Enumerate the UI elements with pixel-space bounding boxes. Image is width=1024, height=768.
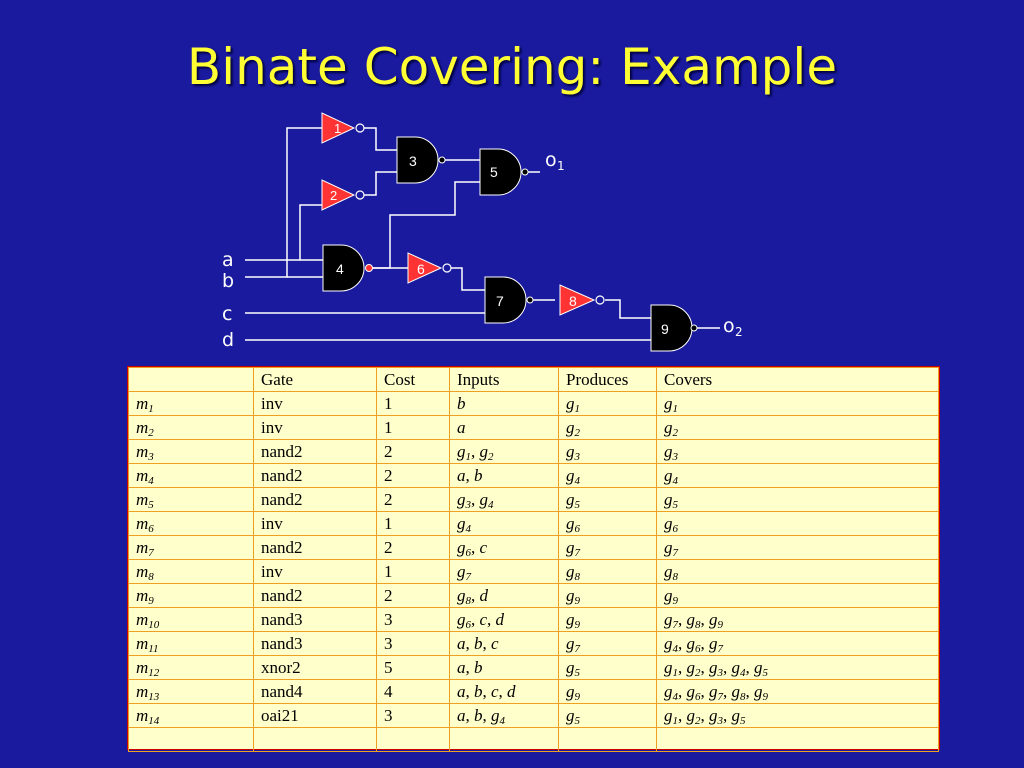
match-id-cell: $m_7$ (129, 536, 254, 560)
gate-6-label: 6 (417, 261, 425, 277)
gate-1-label: 1 (334, 121, 342, 136)
covers-cell: $g_3$ (657, 440, 939, 464)
table-row (129, 584, 939, 608)
gate-8-label: 8 (569, 293, 577, 309)
table-row (129, 680, 939, 704)
covers-cell: $g_5$ (657, 488, 939, 512)
table-row (129, 536, 939, 560)
produces-cell: $g_4$ (559, 464, 657, 488)
cost-cell: 2 (377, 584, 450, 608)
circuit-diagram (0, 0, 1024, 366)
cost-cell: 1 (377, 512, 450, 536)
gate-2-label: 2 (330, 188, 338, 203)
header-cell: Cost (377, 368, 450, 392)
cost-cell: 3 (377, 704, 450, 728)
match-id-cell: $m_{12}$ (129, 656, 254, 680)
cost-cell: 3 (377, 608, 450, 632)
gate-cell: nand4 (254, 680, 377, 704)
produces-cell: $g_6$ (559, 512, 657, 536)
gate-cell: inv (254, 560, 377, 584)
header-cell (129, 368, 254, 392)
produces-cell: $g_3$ (559, 440, 657, 464)
inputs-cell: $g_8$, d (450, 584, 559, 608)
covers-cell: $g_7$ (657, 536, 939, 560)
inputs-cell: a, b, c (450, 632, 559, 656)
output-o2-subscript: 2 (735, 325, 743, 339)
gate-9-nand (651, 305, 697, 351)
inputs-cell: $g_1$, $g_2$ (450, 440, 559, 464)
header-cell: Covers (657, 368, 939, 392)
match-id-cell: $m_4$ (129, 464, 254, 488)
gate-cell: xnor2 (254, 656, 377, 680)
inputs-cell: a, b, c, d (450, 680, 559, 704)
gate-1-inverter (322, 113, 364, 143)
cost-cell: 2 (377, 464, 450, 488)
table-row (129, 512, 939, 536)
input-a-label: a (222, 249, 234, 271)
covers-cell: $g_1$ (657, 392, 939, 416)
gate-cell: nand2 (254, 488, 377, 512)
header-cell: Produces (559, 368, 657, 392)
gate-6-inverter (408, 253, 451, 283)
cost-cell: 2 (377, 488, 450, 512)
produces-cell: $g_9$ (559, 584, 657, 608)
cost-cell: 5 (377, 656, 450, 680)
inputs-cell: $g_6$, c (450, 536, 559, 560)
inputs-cell: $g_7$ (450, 560, 559, 584)
match-id-cell: $m_9$ (129, 584, 254, 608)
table-row (129, 560, 939, 584)
gate-cell: oai21 (254, 704, 377, 728)
gate-cell: nand3 (254, 632, 377, 656)
gate-cell: nand3 (254, 608, 377, 632)
produces-cell: $g_9$ (559, 680, 657, 704)
gate-5-nand (480, 149, 528, 195)
covers-cell: $g_4$, $g_6$, $g_7$ (657, 632, 939, 656)
table-body (129, 392, 939, 752)
binate-covering-table (127, 366, 940, 750)
table-row (129, 656, 939, 680)
match-id-cell: $m_3$ (129, 440, 254, 464)
covers-cell: $g_1$, $g_2$, $g_3$, $g_5$ (657, 704, 939, 728)
table-header-row (129, 368, 939, 392)
cost-cell: 1 (377, 392, 450, 416)
produces-cell: $g_5$ (559, 704, 657, 728)
gate-cell: inv (254, 512, 377, 536)
produces-cell: $g_2$ (559, 416, 657, 440)
gate-4-nand (323, 245, 373, 291)
produces-cell: $g_9$ (559, 608, 657, 632)
match-id-cell: $m_{10}$ (129, 608, 254, 632)
gate-8-inverter (560, 285, 604, 315)
header-cell: Inputs (450, 368, 559, 392)
inputs-cell: $g_6$, c, d (450, 608, 559, 632)
cost-cell: 1 (377, 560, 450, 584)
produces-cell: $g_1$ (559, 392, 657, 416)
gate-3-nand (397, 137, 445, 183)
produces-cell: $g_5$ (559, 656, 657, 680)
gate-7-label: 7 (496, 293, 504, 309)
output-o2-label: o (723, 315, 735, 337)
empty-cell (450, 728, 559, 752)
inputs-cell: $g_3$, $g_4$ (450, 488, 559, 512)
produces-cell: $g_8$ (559, 560, 657, 584)
inputs-cell: a (450, 416, 559, 440)
header-cell: Gate (254, 368, 377, 392)
cost-cell: 3 (377, 632, 450, 656)
empty-cell (377, 728, 450, 752)
table-row (129, 488, 939, 512)
input-d-label: d (222, 329, 235, 351)
match-id-cell: $m_2$ (129, 416, 254, 440)
table-row (129, 632, 939, 656)
gate-cell: inv (254, 392, 377, 416)
cost-cell: 2 (377, 440, 450, 464)
cost-cell: 2 (377, 536, 450, 560)
match-id-cell: $m_6$ (129, 512, 254, 536)
gate-2-inverter (322, 180, 364, 210)
covers-cell: $g_1$, $g_2$, $g_3$, $g_4$, $g_5$ (657, 656, 939, 680)
table-row (129, 416, 939, 440)
gate-9-label: 9 (661, 321, 669, 337)
gate-cell: nand2 (254, 536, 377, 560)
inputs-cell: b (450, 392, 559, 416)
input-b-label: b (222, 270, 235, 292)
covers-cell: $g_8$ (657, 560, 939, 584)
gate-cell: nand2 (254, 584, 377, 608)
inputs-cell: a, b (450, 656, 559, 680)
table-empty-row (129, 728, 939, 752)
cost-cell: 1 (377, 416, 450, 440)
produces-cell: $g_7$ (559, 536, 657, 560)
gate-cell: inv (254, 416, 377, 440)
gate-4-label: 4 (336, 261, 344, 277)
covers-cell: $g_9$ (657, 584, 939, 608)
empty-cell (559, 728, 657, 752)
empty-cell (254, 728, 377, 752)
gate-cell: nand2 (254, 464, 377, 488)
covers-cell: $g_7$, $g_8$, $g_9$ (657, 608, 939, 632)
slide-title: Binate Covering: Example (186, 38, 838, 96)
match-id-cell: $m_1$ (129, 392, 254, 416)
match-id-cell: $m_{14}$ (129, 704, 254, 728)
empty-cell (129, 728, 254, 752)
inputs-cell: a, b (450, 464, 559, 488)
table-row (129, 392, 939, 416)
gate-3-label: 3 (409, 153, 417, 169)
inputs-cell: a, b, $g_4$ (450, 704, 559, 728)
table-row (129, 464, 939, 488)
gate-5-label: 5 (490, 164, 498, 180)
match-id-cell: $m_8$ (129, 560, 254, 584)
covers-cell: $g_4$ (657, 464, 939, 488)
gate-cell: nand2 (254, 440, 377, 464)
gate-7-nand (485, 277, 533, 323)
produces-cell: $g_7$ (559, 632, 657, 656)
output-o1-label: o (545, 149, 557, 171)
covers-cell: $g_2$ (657, 416, 939, 440)
inputs-cell: $g_4$ (450, 512, 559, 536)
covers-cell: $g_4$, $g_6$, $g_7$, $g_8$, $g_9$ (657, 680, 939, 704)
table-row (129, 608, 939, 632)
empty-cell (657, 728, 939, 752)
table-row (129, 440, 939, 464)
match-id-cell: $m_5$ (129, 488, 254, 512)
output-o1-subscript: 1 (557, 159, 565, 173)
table-row (129, 704, 939, 728)
covers-cell: $g_6$ (657, 512, 939, 536)
produces-cell: $g_5$ (559, 488, 657, 512)
input-c-label: c (222, 303, 233, 325)
match-id-cell: $m_{13}$ (129, 680, 254, 704)
match-id-cell: $m_{11}$ (129, 632, 254, 656)
cost-cell: 4 (377, 680, 450, 704)
